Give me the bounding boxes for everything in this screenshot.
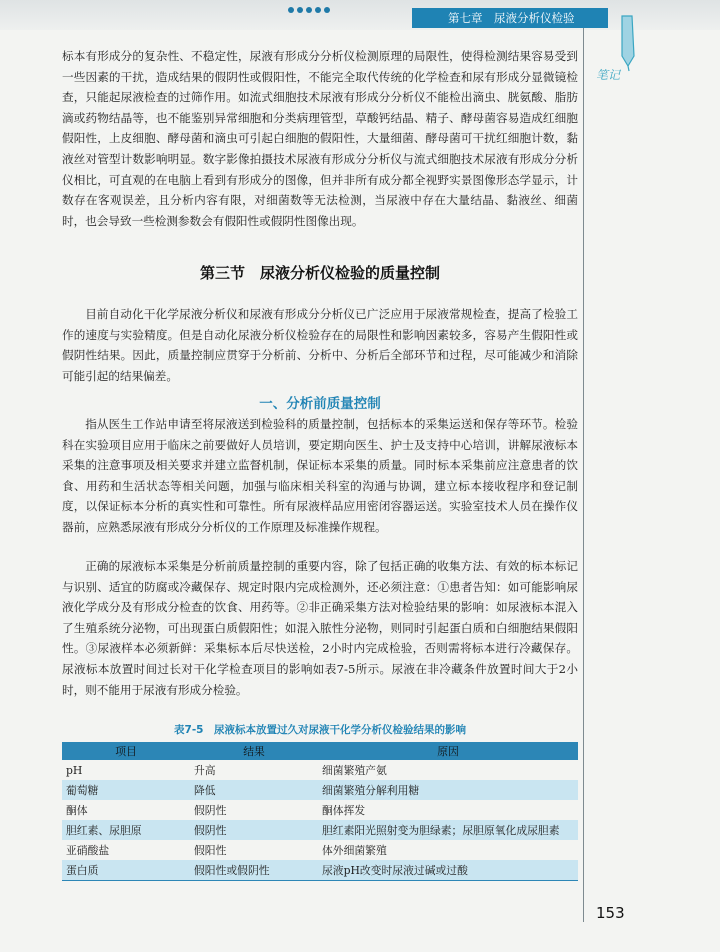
- table-cell: 假阴性: [190, 820, 318, 840]
- table-cell: 升高: [194, 763, 216, 777]
- table-cell: 蛋白质: [62, 860, 190, 881]
- table-caption: 表7-5 尿液标本放置过久对尿液干化学分析仪检验结果的影响: [174, 724, 466, 736]
- table-cell: 葡萄糖: [62, 780, 190, 800]
- table-header-cell: 项目: [62, 742, 190, 760]
- pen-icon: [618, 14, 648, 72]
- notes-label: 笔记: [596, 68, 621, 82]
- table-cell: 尿液pH改变时尿液过碱或过酸: [318, 860, 578, 881]
- table-header-cell: 结果: [190, 742, 318, 760]
- table-cell: 降低: [190, 780, 318, 800]
- table-cell: 酮体挥发: [322, 803, 366, 817]
- intro-paragraph: 标本有形成分的复杂性、不稳定性，尿液有形成分分析仪检测原理的局限性，使得检测结果容易受到一些因素的干扰，造成结果的假阴性或假阳性，不能完全取代传统的化学检查和尿有形成分显微镜检查，只能起尿液检查的过筛作用。如流式细胞技术尿液有形成分分析仪不能检出滴虫、胱氨酸、脂肪滴或药物结晶等，也不能鉴别异常细胞和分类病理管型，草酸钙结晶、精子、酵母菌容易造成红细胞假阳性，上皮细胞、酵母菌和滴虫可引起白细胞的假阳性，大量细菌、酵母菌可干扰红细胞计数，黏液丝对管型计数影响明显。数字影像拍摄技术尿液有形成分分析仪与流式细胞技术尿液有形成分分析仪相比，可直观的在电脑上看到有形成分的图像，但并非所有成分都全视野实景图像形态学显示，计数存在客观误差，且分析内容有限，对细菌数等无法检测，当尿液中存在大量结晶、黏液丝、细菌时，也会导致一些检测参数会有假阳性或假阴性图像出现。: [62, 49, 578, 228]
- table-cell: pH: [66, 763, 83, 777]
- table-cell: 细菌繁殖分解利用糖: [318, 780, 578, 800]
- table-row: [62, 840, 578, 860]
- table-row: [62, 780, 578, 800]
- table-row: [62, 820, 578, 840]
- table-header-row: [62, 742, 578, 760]
- table-cell: 胆红素、尿胆原: [62, 820, 190, 840]
- header-dots: [288, 7, 330, 13]
- header-band: [0, 0, 720, 30]
- table-cell: 体外细菌繁殖: [322, 843, 387, 857]
- table-cell: 亚硝酸盐: [66, 843, 110, 857]
- margin-divider: [583, 28, 584, 922]
- table-cell: 酮体: [66, 803, 88, 817]
- table-row: [62, 800, 578, 820]
- table-cell: 胆红素阳光照射变为胆绿素；尿胆原氧化成尿胆素: [318, 820, 578, 840]
- section-paragraph: 目前自动化干化学尿液分析仪和尿液有形成分分析仪已广泛应用于尿液常规检查，提高了检验工作的速度与实验精度。但是自动化尿液分析仪检验存在的局限性和影响因素较多，容易产生假阳性或假阴性结果。因此，质量控制应贯穿于分析前、分析中、分析后全部环节和过程，尽可能减少和消除可能引起的结果偏差。: [62, 307, 578, 383]
- table-cell: 细菌繁殖产氨: [322, 763, 387, 777]
- table-row: [62, 860, 578, 881]
- table-header-cell: 原因: [318, 742, 578, 760]
- subsection-paragraph-1: 指从医生工作站申请至将尿液送到检验科的质量控制，包括标本的采集运送和保存等环节。检验科在实验项目应用于临床之前要做好人员培训，要定期向医生、护士及支持中心培训，讲解尿液标本采集的注意事项及相关要求并建立监督机制，保证标本采集的质量。同时标本采集前应注意患者的饮食、用药和生活状态等相关问题，加强与临床相关科室的沟通与协调，建立标本接收程序和登记制度，以保证标本分析的真实性和可靠性。所有尿液样品应用密闭容器运送。实验室技术人员在操作仪器前，应熟悉尿液有形成分分析仪的工作原理及标准操作规程。: [62, 417, 578, 534]
- section-title: 第三节 尿液分析仪检验的质量控制: [199, 264, 440, 282]
- chapter-header: 第七章 尿液分析仪检验: [412, 8, 608, 28]
- subsection-paragraph-2: 正确的尿液标本采集是分析前质量控制的重要内容，除了包括正确的收集方法、有效的标本标记与识别、适宜的防腐或冷藏保存、规定时限内完成检测外，还必须注意：①患者告知：如可能影响尿液化学成分及有形成分检查的饮食、用药等。②非正确采集方法对检验结果的影响：如尿液标本混入了生殖系统分泌物，可出现蛋白质假阳性；如混入脓性分泌物，则同时引起蛋白质和白细胞结果假阳性。③尿液样本必须新鲜：采集标本后尽快送检，2小时内完成检验，否则需将标本进行冷藏保存。尿液标本放置时间过长对干化学检查项目的影响如表7-5所示。尿液在非冷藏条件放置时间大于2小时，则不能用于尿液有形成分检验。: [62, 559, 578, 697]
- table-cell: 假阳性: [194, 843, 227, 857]
- page-number: 153: [596, 904, 625, 922]
- table-cell: 假阳性或假阴性: [190, 860, 318, 881]
- subsection-title: 一、分析前质量控制: [259, 396, 381, 412]
- table-cell: 假阴性: [194, 803, 227, 817]
- table-row: [62, 760, 578, 780]
- results-table: [62, 742, 578, 881]
